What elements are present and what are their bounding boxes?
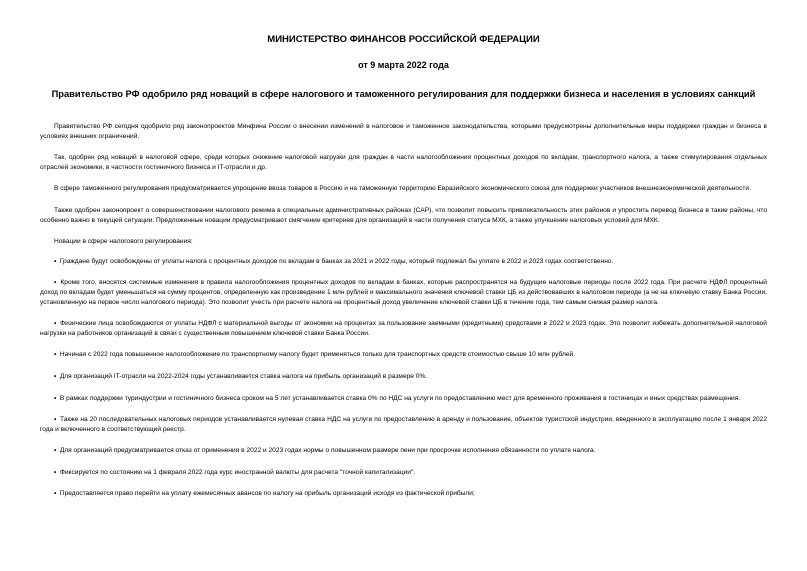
list-item	[40, 468, 767, 478]
list-item	[40, 446, 767, 456]
list-item-text: Кроме того, вносятся системные изменения в правила налогообложения процентных доходов по вкладам в банках, которые распространятся на будущие налоговые периоды после 2022 года. При расчете НДФЛ процентный доход по вкладам будет уменьшаться на сумму процентов, определенную как произведение 1 млн рублей и максимального значения ключевой ставки ЦБ из действовавших в налоговом периоде (а не на ключевую ставку Банка России, установленную на первое число налогового периода). Это позволит учесть при расчете налога на процентный доход увеличение ключевой ставки ЦБ в течение года, тем самым снижая размер налога.	[40, 279, 767, 306]
bullet-icon: •	[54, 416, 57, 424]
bullet-icon: •	[54, 351, 57, 359]
list-item-text: Начиная с 2022 года повышенное налогообложение по транспортному налогу будет применяться только для транспортных средств стоимостью свыше 10 млн рублей.	[59, 351, 575, 359]
paragraph: Также одобрен законопроект о совершенствовании налогового режима в специальных административных районах (САР), что позволит повысить привлекательность этих районов и упростить перевод бизнеса в такие районы, что особенно важно в текущей ситуации. Предложенные новации предусматривают смягчение критериев для организаций в части получения статуса МХК, а также улучшение налоговых условий для МХК.	[40, 206, 767, 224]
ministry-heading: МИНИСТЕРСТВО ФИНАНСОВ РОССИЙСКОЙ ФЕДЕРАЦИИ	[267, 34, 540, 45]
paragraph: Так, одобрен ряд новаций в налоговой сфере, среди которых снижение налоговой нагрузки для граждан в части налогообложения процентных доходов по вкладам, транспортного налога, а также стимулирования отдельных отраслей экономики, в частности гостиничного бизнеса и IT-отрасли и др.	[40, 154, 767, 171]
list-item-text: В рамках поддержки туриндустрии и гостиничного бизнеса сроком на 5 лет устанавливается ставка 0% по НДС на услуги по предоставлению мест для временного проживания в гостиницах и иных средствах размещения.	[59, 394, 741, 402]
list-item-text: Для организаций IT-отрасли на 2022-2024 годы устанавливается ставка налога на прибыль организаций в размере 0%.	[59, 372, 428, 380]
bullet-icon: •	[54, 468, 57, 476]
bullet-icon: •	[54, 320, 57, 328]
paragraph: Правительство РФ сегодня одобрило ряд законопроектов Минфина России о внесении изменений в налоговое и таможенное законодательства, которыми предусмотрены дополнительные меры поддержки граждан и бизнеса в условиях внешних ограничений.	[40, 123, 767, 140]
bullet-icon: •	[54, 490, 57, 498]
list-item-text: Для организаций предусматривается отказ от применения в 2022 и 2023 годах нормы о повышенном размере пени при просрочке исполнения обязанности по уплате налога.	[59, 447, 596, 455]
list-item	[40, 394, 767, 404]
list-item	[40, 319, 767, 338]
bullet-icon: •	[54, 257, 57, 265]
document-date: от 9 марта 2022 года	[358, 60, 449, 70]
list-item-text: Также на 20 последовательных налоговых периодов устанавливается нулевая ставка НДС на услуги по предоставлению в аренду и пользование, объектов туристской индустрии, введенного в эксплуатацию после 1 января 2022 года и включенного в соответствующий реестр.	[40, 416, 767, 433]
list-item-text: Предоставляется право перейти на уплату ежемесячных авансов по налогу на прибыль организаций исходя из фактической прибыли;	[59, 490, 475, 498]
bullet-icon: •	[54, 372, 57, 380]
list-item-text: Граждане будут освобождены от уплаты налога с процентных доходов по вкладам в банках за 2021 и 2022 годы, который подлежал бы уплате в 2022 и 2023 годах соответственно.	[59, 257, 614, 265]
bullet-icon: •	[54, 394, 57, 402]
document-title: Правительство РФ одобрило ряд новаций в сфере налогового и таможенного регулирования для поддержки бизнеса и населения в условиях санкций	[51, 89, 756, 99]
paragraph: В сфере таможенного регулирования предусматривается упрощение ввоза товаров в Россию и на таможенную территорию Евразийского экономического союза для поддержки участников внешнеэкономической деятельности.	[54, 185, 751, 193]
list-intro: Новации в сфере налогового регулирования:	[54, 238, 193, 246]
bullet-icon: •	[54, 279, 57, 287]
bullet-icon: •	[54, 447, 57, 455]
list-item	[40, 415, 767, 434]
list-item	[40, 489, 767, 499]
list-item-text: Физические лица освобождаются от уплаты НДФЛ с материальной выгоды от экономии на процентах за пользование заемными (кредитными) средствами в 2022 и 2023 годах. Это позволит избежать дополнительной налоговой нагрузки на работников организаций в связи с существенным повышением ключевой ставки Банка России.	[40, 320, 767, 337]
list-item	[40, 278, 767, 307]
list-item	[40, 257, 767, 267]
list-item	[40, 372, 767, 382]
list-item-text: Фиксируется по состоянию на 1 февраля 2022 года курс иностранной валюты для расчета "точной капитализации".	[59, 468, 416, 476]
list-item	[40, 350, 767, 360]
